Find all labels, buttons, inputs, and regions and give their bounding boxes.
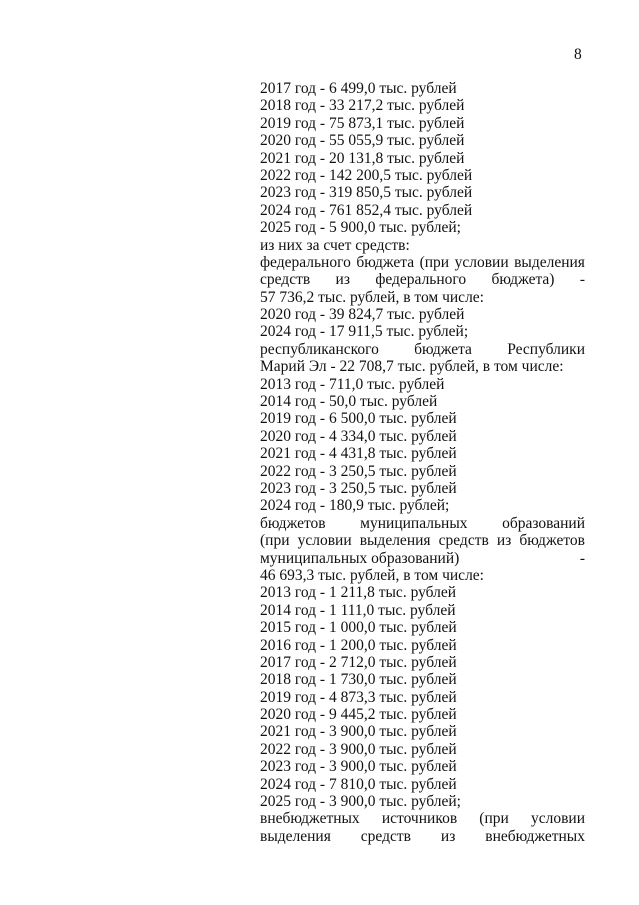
text-line	[260, 306, 585, 323]
text-line-content: 2024 год - 7 810,0 тыс. рублей	[260, 775, 457, 793]
text-line-content: 2019 год - 75 873,1 тыс. рублей	[260, 114, 465, 132]
text-word: муниципальных образований)	[260, 549, 460, 567]
text-line	[260, 254, 585, 271]
text-line-content: 2019 год - 4 873,3 тыс. рублей	[260, 688, 457, 706]
text-line	[260, 376, 585, 393]
text-line	[260, 80, 585, 97]
text-word: (при	[419, 253, 450, 271]
text-word: бюджетов	[260, 514, 326, 532]
text-line	[260, 758, 585, 775]
text-word: внебюджетных	[260, 810, 360, 828]
text-word: из	[496, 532, 512, 550]
text-line-content: 2021 год - 4 431,8 тыс. рублей	[260, 445, 457, 463]
text-line	[260, 550, 585, 567]
text-word: (при	[479, 810, 509, 828]
text-line-content: 2013 год - 1 211,8 тыс. рублей	[260, 584, 457, 602]
text-line	[260, 323, 585, 340]
text-line-content: 2023 год - 319 850,5 тыс. рублей	[260, 184, 473, 202]
text-line-content: 2014 год - 50,0 тыс. рублей	[260, 393, 438, 411]
text-line-content: 57 736,2 тыс. рублей, в том числе:	[260, 288, 484, 306]
text-line-content: 2022 год - 142 200,5 тыс. рублей	[260, 166, 473, 184]
text-line-content: 2023 год - 3 250,5 тыс. рублей	[260, 479, 457, 497]
text-word: бюджета)	[491, 271, 555, 289]
text-line	[260, 97, 585, 114]
text-line	[260, 810, 585, 827]
text-line	[260, 393, 585, 410]
text-line-content: 2025 год - 5 900,0 тыс. рублей;	[260, 219, 461, 237]
text-word: выделения	[359, 532, 431, 550]
text-line	[260, 497, 585, 514]
text-word: средств	[438, 532, 489, 550]
text-word: (при	[260, 532, 290, 550]
text-word: бюджетов	[519, 532, 585, 550]
text-line-content: 2024 год - 761 852,4 тыс. рублей	[260, 201, 473, 219]
document-body	[260, 80, 585, 845]
text-word: -	[579, 549, 585, 567]
text-line-content: 2018 год - 1 730,0 тыс. рублей	[260, 671, 457, 689]
text-line-content: 2018 год - 33 217,2 тыс. рублей	[260, 97, 465, 115]
text-line	[260, 741, 585, 758]
text-line-content: 2024 год - 180,9 тыс. рублей;	[260, 497, 450, 515]
text-line	[260, 202, 585, 219]
text-word: выделения	[260, 827, 331, 845]
text-line	[260, 689, 585, 706]
text-line	[260, 671, 585, 688]
text-line	[260, 654, 585, 671]
text-line-content: 2017 год - 6 499,0 тыс. рублей	[260, 80, 457, 97]
text-line	[260, 132, 585, 149]
text-word: федерального	[260, 253, 351, 271]
text-line-content: 2014 год - 1 111,0 тыс. рублей	[260, 601, 456, 619]
text-line	[260, 341, 585, 358]
text-line	[260, 167, 585, 184]
text-word: условии	[530, 810, 585, 828]
text-line	[260, 828, 585, 845]
text-word: условии	[454, 253, 509, 271]
text-line	[260, 115, 585, 132]
text-line	[260, 184, 585, 201]
text-word: источников	[381, 810, 458, 828]
text-line	[260, 445, 585, 462]
text-line	[260, 619, 585, 636]
text-line-content: 2020 год - 9 445,2 тыс. рублей	[260, 706, 457, 724]
text-word: условии	[297, 532, 352, 550]
text-word: средств	[360, 827, 411, 845]
text-line	[260, 271, 585, 288]
text-word: бюджета	[356, 253, 415, 271]
text-line	[260, 480, 585, 497]
text-line-content: 2023 год - 3 900,0 тыс. рублей	[260, 758, 457, 776]
text-line	[260, 237, 585, 254]
text-line	[260, 219, 585, 236]
text-line-content: 2019 год - 6 500,0 тыс. рублей	[260, 410, 457, 428]
text-word: -	[579, 271, 585, 289]
text-line	[260, 150, 585, 167]
text-word: республиканского	[260, 340, 379, 358]
text-word: образований	[502, 514, 585, 532]
text-word: из	[440, 827, 456, 845]
text-word: Республики	[507, 340, 585, 358]
text-word: внебюджетных	[485, 827, 585, 845]
text-line-content: 2022 год - 3 250,5 тыс. рублей	[260, 462, 457, 480]
text-word: из	[335, 271, 350, 289]
text-line-content: 2016 год - 1 200,0 тыс. рублей	[260, 636, 457, 654]
text-line	[260, 532, 585, 549]
text-line	[260, 776, 585, 793]
text-line-content: 2025 год - 3 900,0 тыс. рублей;	[260, 793, 461, 811]
text-word: федерального	[375, 271, 467, 289]
text-line-content: 2015 год - 1 000,0 тыс. рублей	[260, 619, 457, 637]
text-line-content: Марий Эл - 22 708,7 тыс. рублей, в том числе:	[260, 358, 564, 376]
text-line-content: 2024 год - 17 911,5 тыс. рублей;	[260, 323, 469, 341]
text-line	[260, 602, 585, 619]
text-line-content: 2020 год - 55 055,9 тыс. рублей	[260, 132, 465, 150]
text-line	[260, 567, 585, 584]
text-line-content: 46 693,3 тыс. рублей, в том числе:	[260, 566, 484, 584]
text-line	[260, 793, 585, 810]
text-line-content: 2013 год - 711,0 тыс. рублей	[260, 375, 445, 393]
text-line	[260, 515, 585, 532]
text-line-content: 2020 год - 4 334,0 тыс. рублей	[260, 427, 457, 445]
text-line-content: 2021 год - 3 900,0 тыс. рублей	[260, 723, 457, 741]
text-line-content: из них за счет средств:	[260, 236, 410, 254]
text-line-content: 2017 год - 2 712,0 тыс. рублей	[260, 653, 457, 671]
text-word: средств	[260, 271, 311, 289]
text-line-content: 2020 год - 39 824,7 тыс. рублей	[260, 306, 465, 324]
text-word: выделения	[514, 253, 585, 271]
text-line	[260, 289, 585, 306]
page-number: 8	[574, 46, 582, 63]
text-line	[260, 428, 585, 445]
text-line-content: 2022 год - 3 900,0 тыс. рублей	[260, 740, 457, 758]
text-line	[260, 706, 585, 723]
text-line	[260, 358, 585, 375]
text-line	[260, 637, 585, 654]
text-word: бюджета	[414, 340, 472, 358]
text-line	[260, 584, 585, 601]
text-line	[260, 410, 585, 427]
text-line	[260, 463, 585, 480]
text-line-content: 2021 год - 20 131,8 тыс. рублей	[260, 149, 465, 167]
text-word: муниципальных	[360, 514, 468, 532]
text-line	[260, 723, 585, 740]
